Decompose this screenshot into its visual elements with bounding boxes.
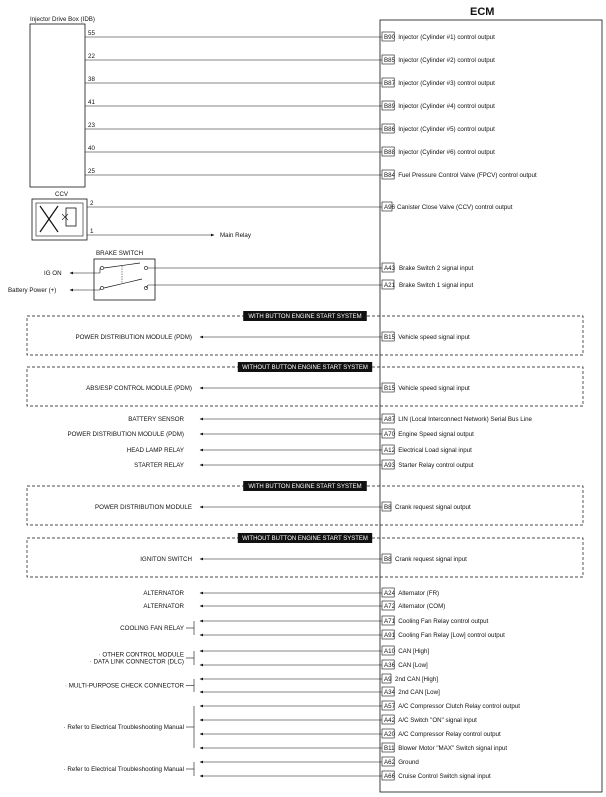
bottom-row-1-desc: Alternator (FR): [398, 590, 440, 597]
vehicle-speed-boxes: [27, 311, 583, 406]
option-crank-boxes-0-desc: Crank request signal output: [395, 504, 471, 511]
main-relay-label: Main Relay: [220, 232, 251, 239]
bottom-row-11-desc: A/C Compressor Relay control output: [398, 731, 501, 738]
option-crank-boxes-1-term: B8: [384, 556, 392, 563]
bottom-row-4-term: A91: [384, 632, 396, 639]
bottom-group-label: ALTERNATOR: [143, 590, 184, 597]
brake-row1-desc: Brake Switch 2 signal input: [399, 265, 474, 272]
ig-on-label: IG ON: [44, 270, 62, 277]
bottom-row-6-term: A36: [384, 662, 396, 669]
option-label: IGNITON SWITCH: [140, 556, 192, 563]
mid-row-2-desc: Engine Speed signal output: [398, 431, 474, 438]
option-vs-boxes-1-term: B15: [384, 385, 396, 392]
brake-row2-term: A21: [384, 282, 396, 289]
option-banner-text: WITH BUTTON ENGINE START SYSTEM: [248, 484, 362, 490]
idb-row-1-term: B90: [384, 34, 396, 41]
option-banner-text: WITHOUT BUTTON ENGINE START SYSTEM: [242, 365, 368, 371]
ecm-title: ECM: [470, 6, 495, 18]
option-label: ABS/ESP CONTROL MODULE (PDM): [86, 385, 192, 392]
bottom-row-10-desc: A/C Switch "ON" signal input: [398, 717, 477, 724]
bottom-row-10-term: A42: [384, 717, 396, 724]
crank-boxes: [27, 481, 583, 577]
brake-switch-symbol: [100, 263, 147, 290]
bottom-group-label: · OTHER CONTROL MODULE: [98, 651, 184, 659]
idb-pin: 55: [88, 30, 95, 37]
ccv-title: CCV: [55, 191, 69, 198]
bottom-row-12-term: B11: [384, 745, 395, 752]
idb-pin: 25: [88, 168, 95, 175]
idb-rows: [85, 30, 537, 179]
bottom-group-label: · Refer to Electrical Troubleshooting Manual: [63, 766, 184, 773]
idb-row-6-term: B88: [384, 149, 396, 156]
idb-row-5-term: B86: [384, 126, 396, 133]
option-banner-text: WITHOUT BUTTON ENGINE START SYSTEM: [242, 536, 368, 542]
bottom-row-4-desc: Cooling Fan Relay [Low] control output: [398, 632, 505, 639]
option-label: POWER DISTRIBUTION MODULE (PDM): [75, 334, 192, 341]
ccv-pin-2: 2: [90, 200, 94, 207]
option-banner-text: WITH BUTTON ENGINE START SYSTEM: [248, 314, 362, 320]
idb-row-3-desc: Injector (Cylinder #3) control output: [398, 80, 495, 87]
bottom-row-2-desc: Alternator (COM): [398, 603, 446, 610]
brake-row2-desc: Brake Switch 1 signal input: [399, 282, 474, 289]
option-box: [27, 538, 583, 577]
bottom-group-label: ALTERNATOR: [143, 603, 184, 610]
idb-row-5-desc: Injector (Cylinder #5) control output: [398, 126, 495, 133]
mid-row-1-term: A87: [384, 416, 396, 423]
mid-row-label: STARTER RELAY: [134, 462, 184, 469]
bottom-row-1-term: A24: [384, 590, 396, 597]
bottom-group-label: · Refer to Electrical Troubleshooting Manual: [63, 724, 184, 731]
bottom-row-13-term: A62: [384, 759, 396, 766]
option-label: POWER DISTRIBUTION MODULE: [95, 504, 192, 511]
idb-row-7-desc: Fuel Pressure Control Valve (FPCV) control output: [398, 172, 537, 179]
idb-pin: 23: [88, 122, 95, 129]
idb-pin: 40: [88, 145, 95, 152]
bottom-row-9-term: A57: [384, 703, 396, 710]
bottom-row-9-desc: A/C Compressor Clutch Relay control output: [398, 703, 520, 710]
ccv-pin-1: 1: [90, 228, 94, 235]
brake-row1-term: A43: [384, 265, 396, 272]
bottom-row-5-desc: CAN [High]: [398, 648, 430, 655]
idb-row-1-desc: Injector (Cylinder #1) control output: [398, 34, 495, 41]
brake-switch-title: BRAKE SWITCH: [96, 250, 144, 257]
bottom-row-3-term: A71: [384, 618, 396, 625]
mid-row-4-term: A93: [384, 462, 396, 469]
bottom-group-label: COOLING FAN RELAY: [120, 625, 184, 632]
bottom-row-5-term: A10: [384, 648, 396, 655]
bottom-row-8-desc: 2nd CAN [Low]: [398, 689, 440, 696]
bottom-group-label: · MULTI-PURPOSE CHECK CONNECTOR: [64, 682, 184, 690]
mid-row-label: BATTERY SENSOR: [128, 416, 184, 423]
ccv-desc: Canister Close Valve (CCV) control output: [397, 204, 513, 211]
idb-row-6-desc: Injector (Cylinder #6) control output: [398, 149, 495, 156]
idb-row-7-term: B84: [384, 172, 396, 179]
bottom-row-2-term: A72: [384, 603, 396, 610]
mid-row-label: HEAD LAMP RELAY: [126, 447, 184, 454]
bottom-rows: [64, 588, 521, 780]
mid-row-label: POWER DISTRIBUTION MODULE (PDM): [67, 431, 184, 438]
bottom-row-13-desc: Ground: [398, 759, 419, 766]
idb-pin: 22: [88, 53, 95, 60]
bottom-row-14-desc: Cruise Control Switch signal input: [398, 773, 491, 780]
mid-row-3-desc: Electrical Load signal input: [398, 447, 472, 454]
ccv-term: A96: [384, 204, 396, 211]
bottom-row-7-term: A9: [384, 676, 392, 683]
ccv-valve-symbol: [32, 199, 87, 240]
bottom-row-12-desc: Blower Motor "MAX" Switch signal input: [398, 745, 508, 752]
mid-row-1-desc: LIN (Local Interconnect Network) Serial Bus Line: [398, 416, 532, 423]
idb-box: [30, 24, 85, 187]
option-vs-boxes-0-desc: Vehicle speed signal input: [398, 334, 470, 341]
bottom-row-14-term: A66: [384, 773, 396, 780]
mid-rows: [67, 414, 532, 469]
idb-title: Injector Drive Box (IDB): [30, 16, 95, 23]
mid-row-4-desc: Starter Relay control output: [398, 462, 474, 469]
option-crank-boxes-1-desc: Crank request signal input: [395, 556, 467, 563]
mid-row-2-term: A70: [384, 431, 396, 438]
option-vs-boxes-0-term: B15: [384, 334, 396, 341]
option-crank-boxes-0-term: B8: [384, 504, 392, 511]
idb-row-2-desc: Injector (Cylinder #2) control output: [398, 57, 495, 64]
bottom-row-11-term: A20: [384, 731, 396, 738]
idb-row-3-term: B87: [384, 80, 396, 87]
option-vs-boxes-1-desc: Vehicle speed signal input: [398, 385, 470, 392]
bottom-group-label: · DATA LINK CONNECTOR (DLC): [89, 658, 184, 666]
bottom-row-7-desc: 2nd CAN [High]: [395, 676, 438, 683]
battery-power-label: Battery Power (+): [8, 287, 57, 294]
bottom-row-3-desc: Cooling Fan Relay control output: [398, 618, 489, 625]
idb-row-4-desc: Injector (Cylinder #4) control output: [398, 103, 495, 110]
bottom-row-8-term: A34: [384, 689, 396, 696]
idb-row-4-term: B89: [384, 103, 396, 110]
idb-pin: 41: [88, 99, 95, 106]
mid-row-3-term: A12: [384, 447, 396, 454]
idb-row-2-term: B85: [384, 57, 396, 64]
idb-pin: 38: [88, 76, 95, 83]
bottom-row-6-desc: CAN [Low]: [398, 662, 428, 669]
